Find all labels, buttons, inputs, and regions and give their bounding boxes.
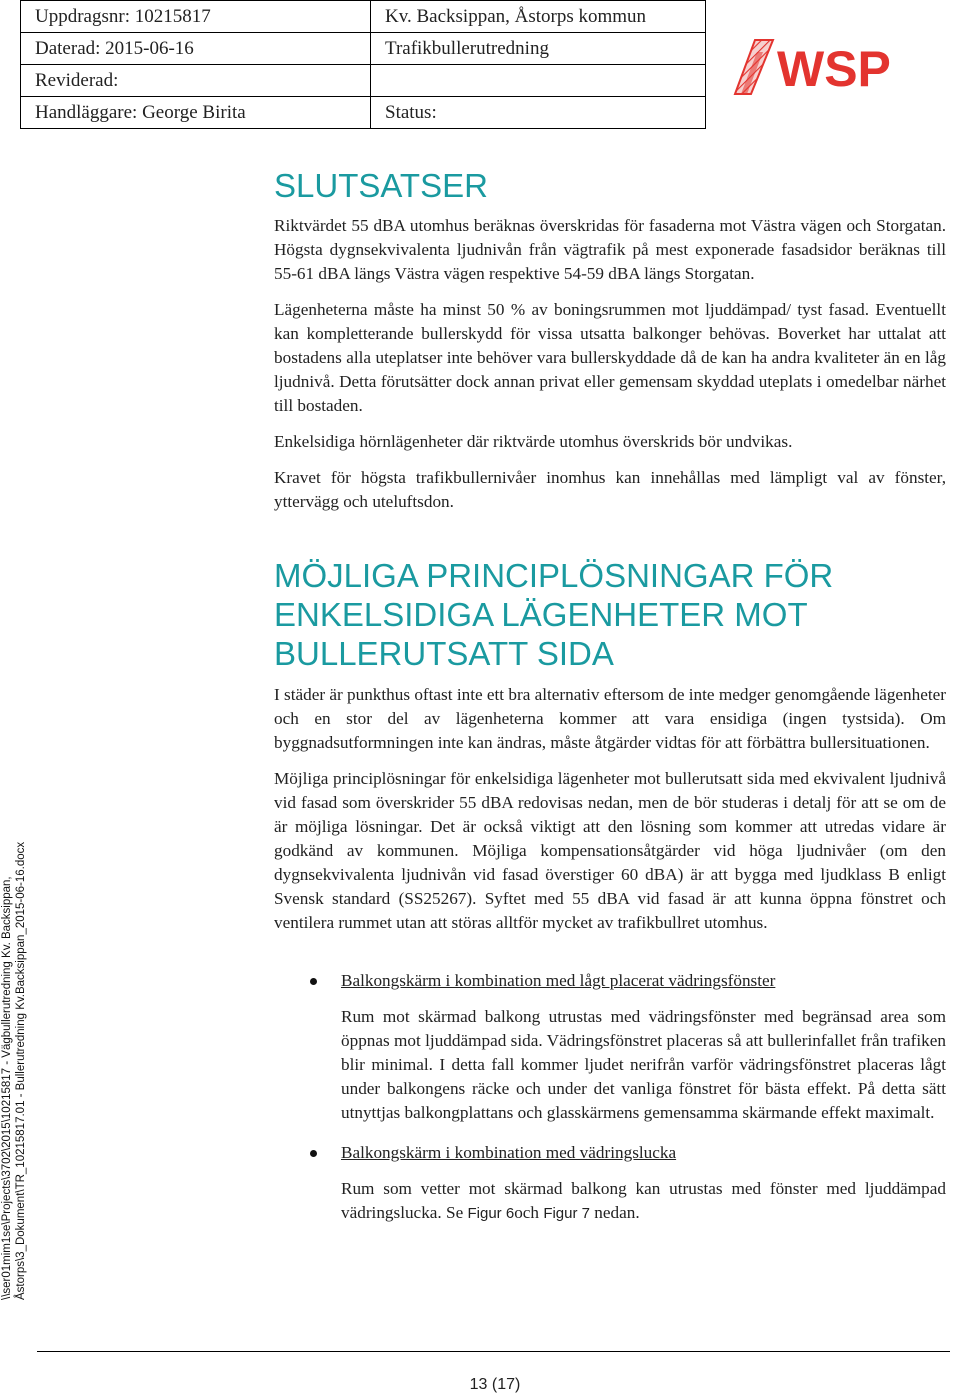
project-name: Kv. Backsippan, Åstorps kommun: [371, 1, 706, 33]
assignment-number: Uppdragsnr: 10215817: [21, 1, 371, 33]
date: Daterad: 2015-06-16: [21, 33, 371, 65]
document-header: [20, 0, 960, 132]
file-path-sidebar: [0, 820, 46, 1300]
list-item-text: [341, 1177, 946, 1226]
text-segment: nedan.: [594, 1203, 640, 1222]
heading-mojliga-principlosningar: MÖJLIGA PRINCIPLÖSNINGAR FÖR ENKELSIDIGA LÄGENHETER MOT BULLERUTSATT SIDA: [274, 557, 834, 672]
solutions-list: [274, 969, 946, 1226]
handler: Handläggare: George Birita: [21, 97, 371, 129]
text-segment: och: [514, 1203, 540, 1222]
list-item: [274, 969, 946, 1125]
text-segment: Rum som vetter mot skärmad balkong kan utrustas med fönster med ljuddämpad vädringslucka. Se: [341, 1179, 946, 1222]
paragraph: Enkelsidiga hörnlägenheter där riktvärde utomhus överskrids bör undvikas.: [274, 432, 793, 451]
paragraph: Lägenheterna måste ha minst 50 % av boningsrummen mot ljuddämpad/ tyst fasad. Eventuellt kan kompletterande bullerskydd för vissa utsatta balkonger behövas. Boverket har uttalat att bostadens alla uteplatser inte behöver vara bullerskyddade då de kan ha andra kvaliteter än en låg ljudnivå. Detta förutsätter dock annan privat eller gemensam skyddad uteplats i omedelbar närhet till bostaden.: [274, 300, 946, 415]
document-title: Trafikbullerutredning: [371, 33, 706, 65]
bullet-icon: [310, 978, 317, 985]
list-item-text: Rum mot skärmad balkong utrustas med vädringsfönster med begränsad area som öppnas mot ljuddämpad sida. Vädringsfönstret placeras så att bullerinfallet från trafiken blir minimal. I detta fall kommer ljudet nerifrån varför vädringsfönstret placeras lågt under balkongens räcke och under det vanliga fönstret för bästa effekt. På detta sätt utnyttjas balkongplattans och glasskärmens gemensamma skärmande effekt maximalt.: [341, 1007, 946, 1122]
list-item-title: Balkongskärm i kombination med vädringslucka: [341, 1143, 677, 1162]
heading-slutsatser: SLUTSATSER: [274, 167, 488, 204]
paragraph: Möjliga principlösningar för enkelsidiga lägenheter mot bullerutsatt sida med ekvivalent ljudnivå vid fasad som överskrider 55 dBA redovisas nedan, men de bör studeras i detalj för att se om de är möjliga lösningar. Det är också viktigt att den lösning som kommer att utredas vidare är godkänd av kommunen. Möjliga kompensationsåtgärder vid höga ljudnivåer (om den dygnsekvivalenta ljudnivån vid fasad överstiger 60 dBA) är att bygga med ljudklass B enligt Svensk standard (SS25267). Syftet med 55 dBA vid fasad är att kunna öppna fönstret och ventilera rummet utan att störas alltför mycket av trafikbullret utomhus.: [274, 769, 946, 932]
main-content: [274, 160, 946, 1242]
status: Status:: [371, 97, 706, 129]
bullet-icon: [310, 1150, 317, 1157]
list-item-title: Balkongskärm i kombination med lågt placerat vädringsfönster: [341, 971, 776, 990]
list-item: [274, 1141, 946, 1226]
wsp-logo-text: WSP: [777, 41, 891, 97]
file-path-line-2: Åstorps\3_Dokument\TR_10215817.01 - Bullerutredning Kv.Backsippan_2015-06-16.docx: [15, 841, 27, 1300]
figure-reference[interactable]: Figur 6: [467, 1205, 515, 1222]
footer-divider: [37, 1351, 950, 1352]
wsp-logo: [733, 34, 933, 98]
revised: Reviderad:: [21, 65, 371, 97]
paragraph: I städer är punkthus oftast inte ett bra alternativ eftersom de inte medger genomgående lägenheter och en stor del av lägenheterna kommer att vara ensidiga (ingen tystsida). Om byggnadsutformningen inte kan ändras, måste åtgärder vidtas för att förbättra bullersituationen.: [274, 685, 946, 752]
paragraph: Riktvärdet 55 dBA utomhus beräknas överskridas för fasaderna mot Västra vägen och Storgatan. Högsta dygnsekvivalenta ljudnivån från vägtrafik på mest exponerade fasadsidor beräknas till 55-61 dBA längs Västra vägen respektive 54-59 dBA längs Storgatan.: [274, 216, 946, 283]
paragraph: Kravet för högsta trafikbullernivåer inomhus kan innehållas med lämpligt val av fönster, yttervägg och uteluftsdon.: [274, 468, 946, 511]
page-number: 13 (17): [469, 1376, 521, 1393]
file-path-line-1: \\ser01mim1se\Projects\3702\2015\10215817 - Vägbullerutredning Kv. Backsippan,: [1, 876, 13, 1300]
figure-reference[interactable]: Figur 7: [543, 1205, 590, 1222]
